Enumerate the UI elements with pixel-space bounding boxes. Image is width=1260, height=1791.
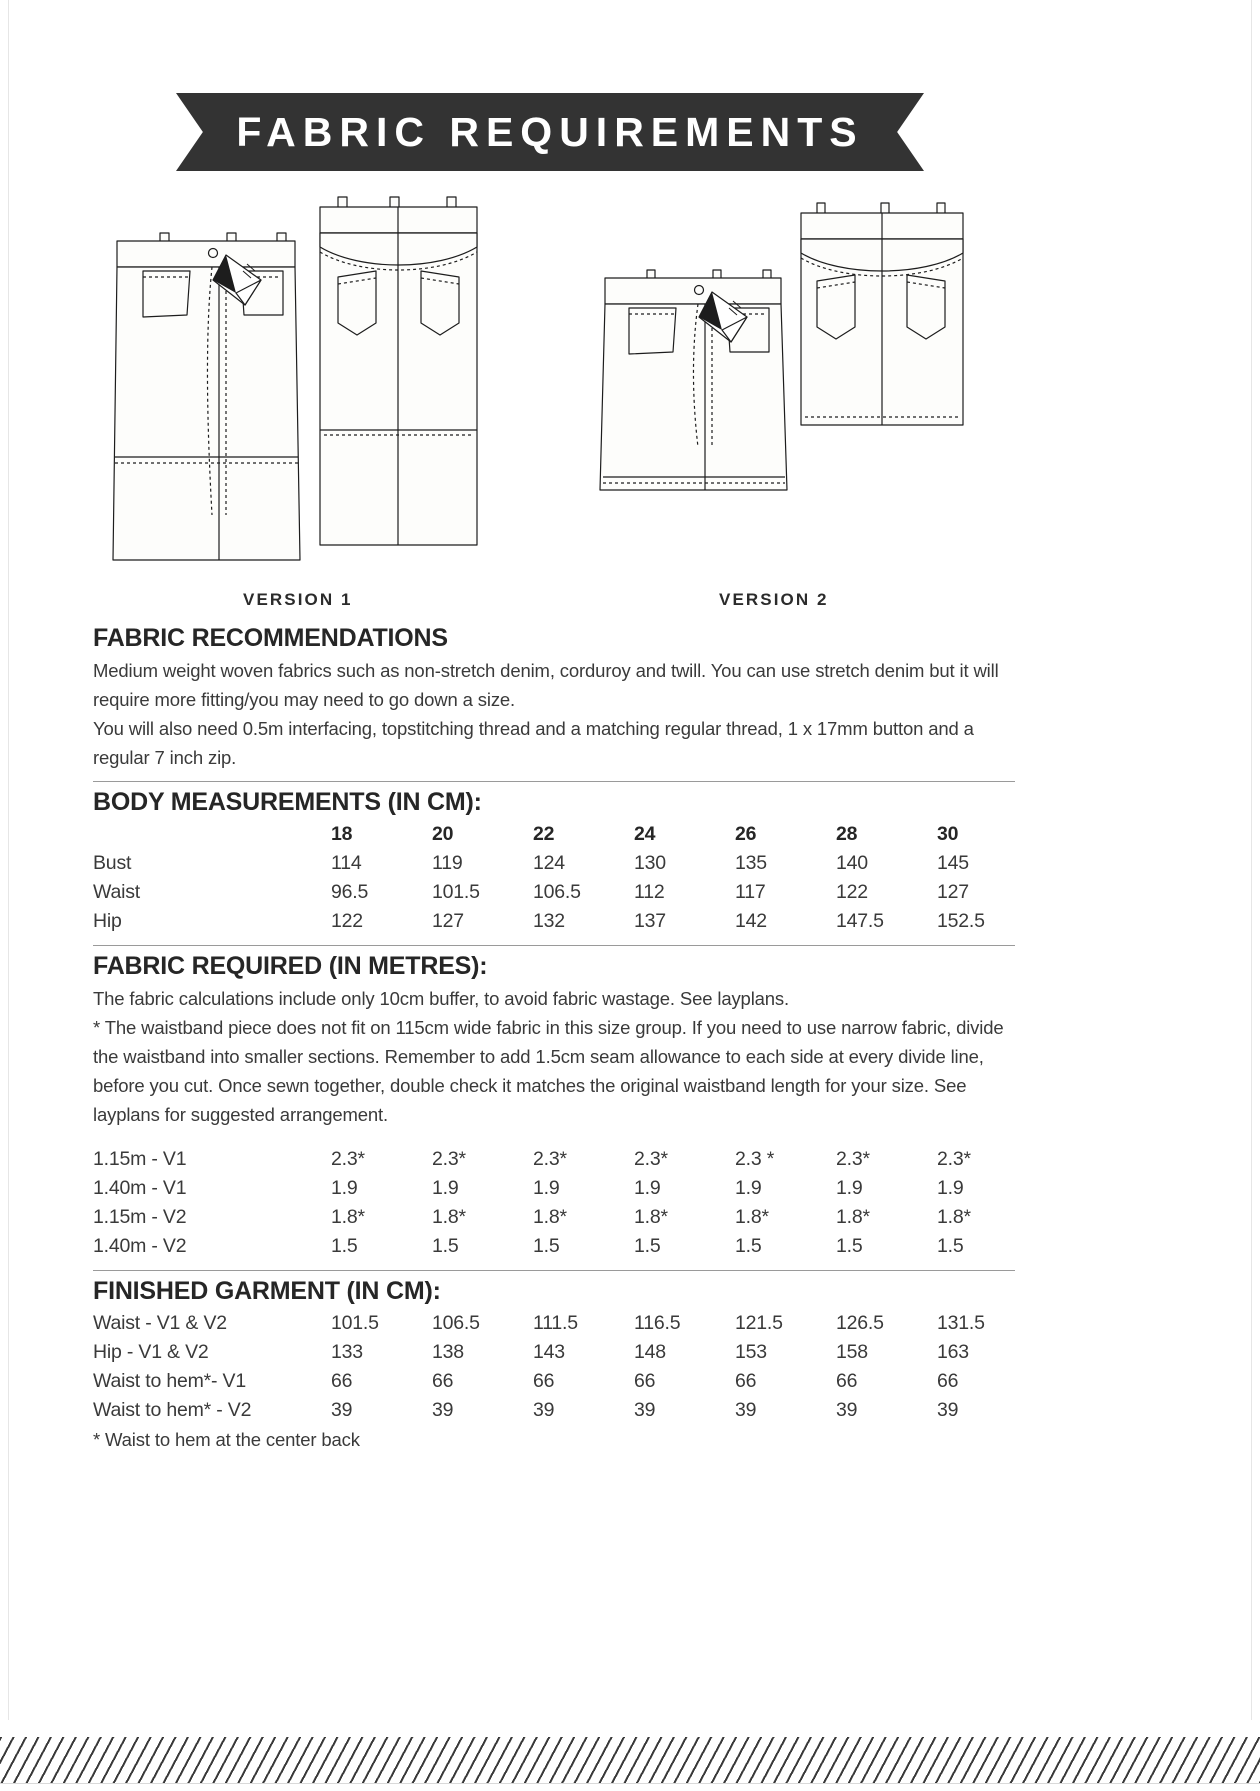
fg-wth-v2-18: 39 xyxy=(331,1399,353,1421)
waist-24: 112 xyxy=(634,881,665,903)
fr-140v1-28: 1.9 xyxy=(836,1177,863,1199)
fr-140v2-30: 1.5 xyxy=(937,1235,964,1257)
row-label-140-v1: 1.40m - V1 xyxy=(93,1177,187,1199)
row-label-waist-to-hem-v2: Waist to hem* - V2 xyxy=(93,1399,252,1421)
divider-above-fabric-required xyxy=(93,945,1015,946)
bust-22: 124 xyxy=(533,852,565,874)
fabric-recommendations-heading: FABRIC RECOMMENDATIONS xyxy=(93,624,448,652)
fg-hip-18: 133 xyxy=(331,1341,363,1363)
size-header-18: 18 xyxy=(331,823,353,845)
size-header-22: 22 xyxy=(533,823,555,845)
fg-hip-24: 148 xyxy=(634,1341,666,1363)
fabric-recommendations-paragraph-2: You will also need 0.5m interfacing, topstitching thread and a matching regular thread, 1 x 17mm button and a regular 7 inch zip. xyxy=(93,718,974,768)
document-body xyxy=(93,624,1015,1454)
v2-front-view xyxy=(600,270,787,490)
fg-wth-v2-28: 39 xyxy=(836,1399,858,1421)
waist-26: 117 xyxy=(735,881,766,903)
fg-wth-v2-20: 39 xyxy=(432,1399,454,1421)
fr-140v2-24: 1.5 xyxy=(634,1235,661,1257)
garment-technical-drawings xyxy=(95,185,1105,575)
row-label-hip: Hip xyxy=(93,910,122,932)
skirt-flats-svg xyxy=(95,185,1105,575)
divider-above-finished-garment xyxy=(93,1270,1015,1271)
fr-115v2-22: 1.8* xyxy=(533,1206,567,1228)
row-label-waist-to-hem-v1: Waist to hem*- V1 xyxy=(93,1370,247,1392)
fg-hip-30: 163 xyxy=(937,1341,969,1363)
waist-18: 96.5 xyxy=(331,881,369,903)
v1-back-view xyxy=(320,197,477,545)
hip-18: 122 xyxy=(331,910,363,932)
table-row xyxy=(93,1396,1038,1425)
fg-wth-v1-28: 66 xyxy=(836,1370,858,1392)
fg-waist-22: 111.5 xyxy=(533,1312,578,1334)
waist-20: 101.5 xyxy=(432,881,480,903)
bust-28: 140 xyxy=(836,852,868,874)
bust-18: 114 xyxy=(331,852,362,874)
fr-115v1-30: 2.3* xyxy=(937,1148,971,1170)
fr-115v2-30: 1.8* xyxy=(937,1206,971,1228)
fr-115v1-18: 2.3* xyxy=(331,1148,365,1170)
body-measurements-corner-cell xyxy=(93,820,331,849)
waist-30: 127 xyxy=(937,881,969,903)
section-body-measurements xyxy=(93,788,1015,936)
row-label-finished-waist: Waist - V1 & V2 xyxy=(93,1312,227,1334)
table-row xyxy=(93,1203,1038,1232)
fg-wth-v1-26: 66 xyxy=(735,1370,757,1392)
body-measurements-size-header-row xyxy=(93,820,1038,849)
finished-garment-footnote: * Waist to hem at the center back xyxy=(93,1429,360,1450)
fg-wth-v2-24: 39 xyxy=(634,1399,656,1421)
v1-front-view xyxy=(113,233,300,560)
fr-115v2-28: 1.8* xyxy=(836,1206,870,1228)
size-header-30: 30 xyxy=(937,823,959,845)
fr-140v1-24: 1.9 xyxy=(634,1177,661,1199)
fr-115v1-24: 2.3* xyxy=(634,1148,668,1170)
section-fabric-required xyxy=(93,952,1015,1261)
row-label-bust: Bust xyxy=(93,852,132,874)
bust-26: 135 xyxy=(735,852,767,874)
fr-115v1-26: 2.3 * xyxy=(735,1148,775,1170)
hip-20: 127 xyxy=(432,910,464,932)
fr-140v2-18: 1.5 xyxy=(331,1235,358,1257)
section-finished-garment xyxy=(93,1277,1015,1454)
table-row xyxy=(93,1174,1038,1203)
table-row xyxy=(93,1367,1038,1396)
fg-waist-18: 101.5 xyxy=(331,1312,379,1334)
row-label-115-v2: 1.15m - V2 xyxy=(93,1206,187,1228)
fg-waist-28: 126.5 xyxy=(836,1312,884,1334)
bottom-hatch-border xyxy=(0,1737,1260,1783)
fr-140v1-18: 1.9 xyxy=(331,1177,358,1199)
fabric-required-paragraph-1: The fabric calculations include only 10cm buffer, to avoid fabric wastage. See layplans. xyxy=(93,988,790,1009)
fr-115v1-22: 2.3* xyxy=(533,1148,567,1170)
row-label-finished-hip: Hip - V1 & V2 xyxy=(93,1341,209,1363)
fr-140v2-28: 1.5 xyxy=(836,1235,863,1257)
fg-hip-22: 143 xyxy=(533,1341,565,1363)
fr-115v1-20: 2.3* xyxy=(432,1148,466,1170)
bust-30: 145 xyxy=(937,852,969,874)
divider-above-body-measurements xyxy=(93,781,1015,782)
section-fabric-recommendations xyxy=(93,624,1015,772)
fg-hip-26: 153 xyxy=(735,1341,767,1363)
fr-140v1-22: 1.9 xyxy=(533,1177,560,1199)
v2-back-view xyxy=(801,203,963,425)
bust-20: 119 xyxy=(432,852,463,874)
hip-22: 132 xyxy=(533,910,565,932)
row-label-140-v2: 1.40m - V2 xyxy=(93,1235,187,1257)
hip-24: 137 xyxy=(634,910,666,932)
fg-wth-v1-20: 66 xyxy=(432,1370,454,1392)
size-header-26: 26 xyxy=(735,823,757,845)
size-header-20: 20 xyxy=(432,823,454,845)
fabric-required-table xyxy=(93,1145,1038,1261)
fr-140v2-22: 1.5 xyxy=(533,1235,560,1257)
fg-waist-24: 116.5 xyxy=(634,1312,681,1334)
finished-garment-heading: FINISHED GARMENT (IN CM): xyxy=(93,1277,441,1305)
waist-22: 106.5 xyxy=(533,881,581,903)
body-measurements-heading: BODY MEASUREMENTS (IN CM): xyxy=(93,788,482,816)
body-measurements-table xyxy=(93,820,1038,936)
fg-wth-v1-30: 66 xyxy=(937,1370,959,1392)
version-1-caption: VERSION 1 xyxy=(243,590,353,609)
row-label-waist: Waist xyxy=(93,881,141,903)
table-row xyxy=(93,907,1038,936)
size-header-28: 28 xyxy=(836,823,858,845)
table-row xyxy=(93,1338,1038,1367)
waist-28: 122 xyxy=(836,881,868,903)
fg-wth-v2-26: 39 xyxy=(735,1399,757,1421)
fabric-recommendations-paragraph-1: Medium weight woven fabrics such as non-stretch denim, corduroy and twill. You can use stretch denim but it will require more fitting/you may need to go down a size. xyxy=(93,660,999,710)
fg-wth-v1-18: 66 xyxy=(331,1370,353,1392)
fg-wth-v2-22: 39 xyxy=(533,1399,555,1421)
fr-115v1-28: 2.3* xyxy=(836,1148,870,1170)
fr-115v2-26: 1.8* xyxy=(735,1206,769,1228)
hip-26: 142 xyxy=(735,910,767,932)
hip-30: 152.5 xyxy=(937,910,985,932)
fg-wth-v1-22: 66 xyxy=(533,1370,555,1392)
row-label-115-v1: 1.15m - V1 xyxy=(93,1148,187,1170)
fg-waist-26: 121.5 xyxy=(735,1312,783,1334)
fr-115v2-18: 1.8* xyxy=(331,1206,365,1228)
fg-wth-v1-24: 66 xyxy=(634,1370,656,1392)
size-header-24: 24 xyxy=(634,823,656,845)
fg-waist-30: 131.5 xyxy=(937,1312,985,1334)
table-row xyxy=(93,1309,1038,1338)
table-row xyxy=(93,849,1038,878)
fg-waist-20: 106.5 xyxy=(432,1312,480,1334)
table-row xyxy=(93,1145,1038,1174)
version-2-caption: VERSION 2 xyxy=(719,590,829,609)
fr-140v2-26: 1.5 xyxy=(735,1235,762,1257)
hip-28: 147.5 xyxy=(836,910,884,932)
page-title: FABRIC REQUIREMENTS xyxy=(236,108,864,155)
page-right-edge-rule xyxy=(1251,0,1252,1720)
fr-140v1-30: 1.9 xyxy=(937,1177,964,1199)
page-title-banner xyxy=(176,93,924,171)
fg-hip-28: 158 xyxy=(836,1341,868,1363)
fr-140v1-20: 1.9 xyxy=(432,1177,459,1199)
fabric-required-heading: FABRIC REQUIRED (IN METRES): xyxy=(93,952,488,980)
fr-115v2-24: 1.8* xyxy=(634,1206,668,1228)
fr-140v2-20: 1.5 xyxy=(432,1235,459,1257)
table-row xyxy=(93,878,1038,907)
fr-140v1-26: 1.9 xyxy=(735,1177,762,1199)
fg-hip-20: 138 xyxy=(432,1341,464,1363)
table-row xyxy=(93,1232,1038,1261)
bust-24: 130 xyxy=(634,852,666,874)
finished-garment-table xyxy=(93,1309,1038,1425)
page-left-edge-rule xyxy=(8,0,9,1720)
fr-115v2-20: 1.8* xyxy=(432,1206,466,1228)
fabric-required-asterisk-note: * The waistband piece does not fit on 115cm wide fabric in this size group. If you need to use narrow fabric, divide the waistband into smaller sections. Remember to add 1.5cm seam allowance to each side at every divide line, before you cut. Once sewn together, double check it matches the original waistband length for your size. See layplans for suggested arrangement. xyxy=(93,1017,1004,1125)
fg-wth-v2-30: 39 xyxy=(937,1399,959,1421)
